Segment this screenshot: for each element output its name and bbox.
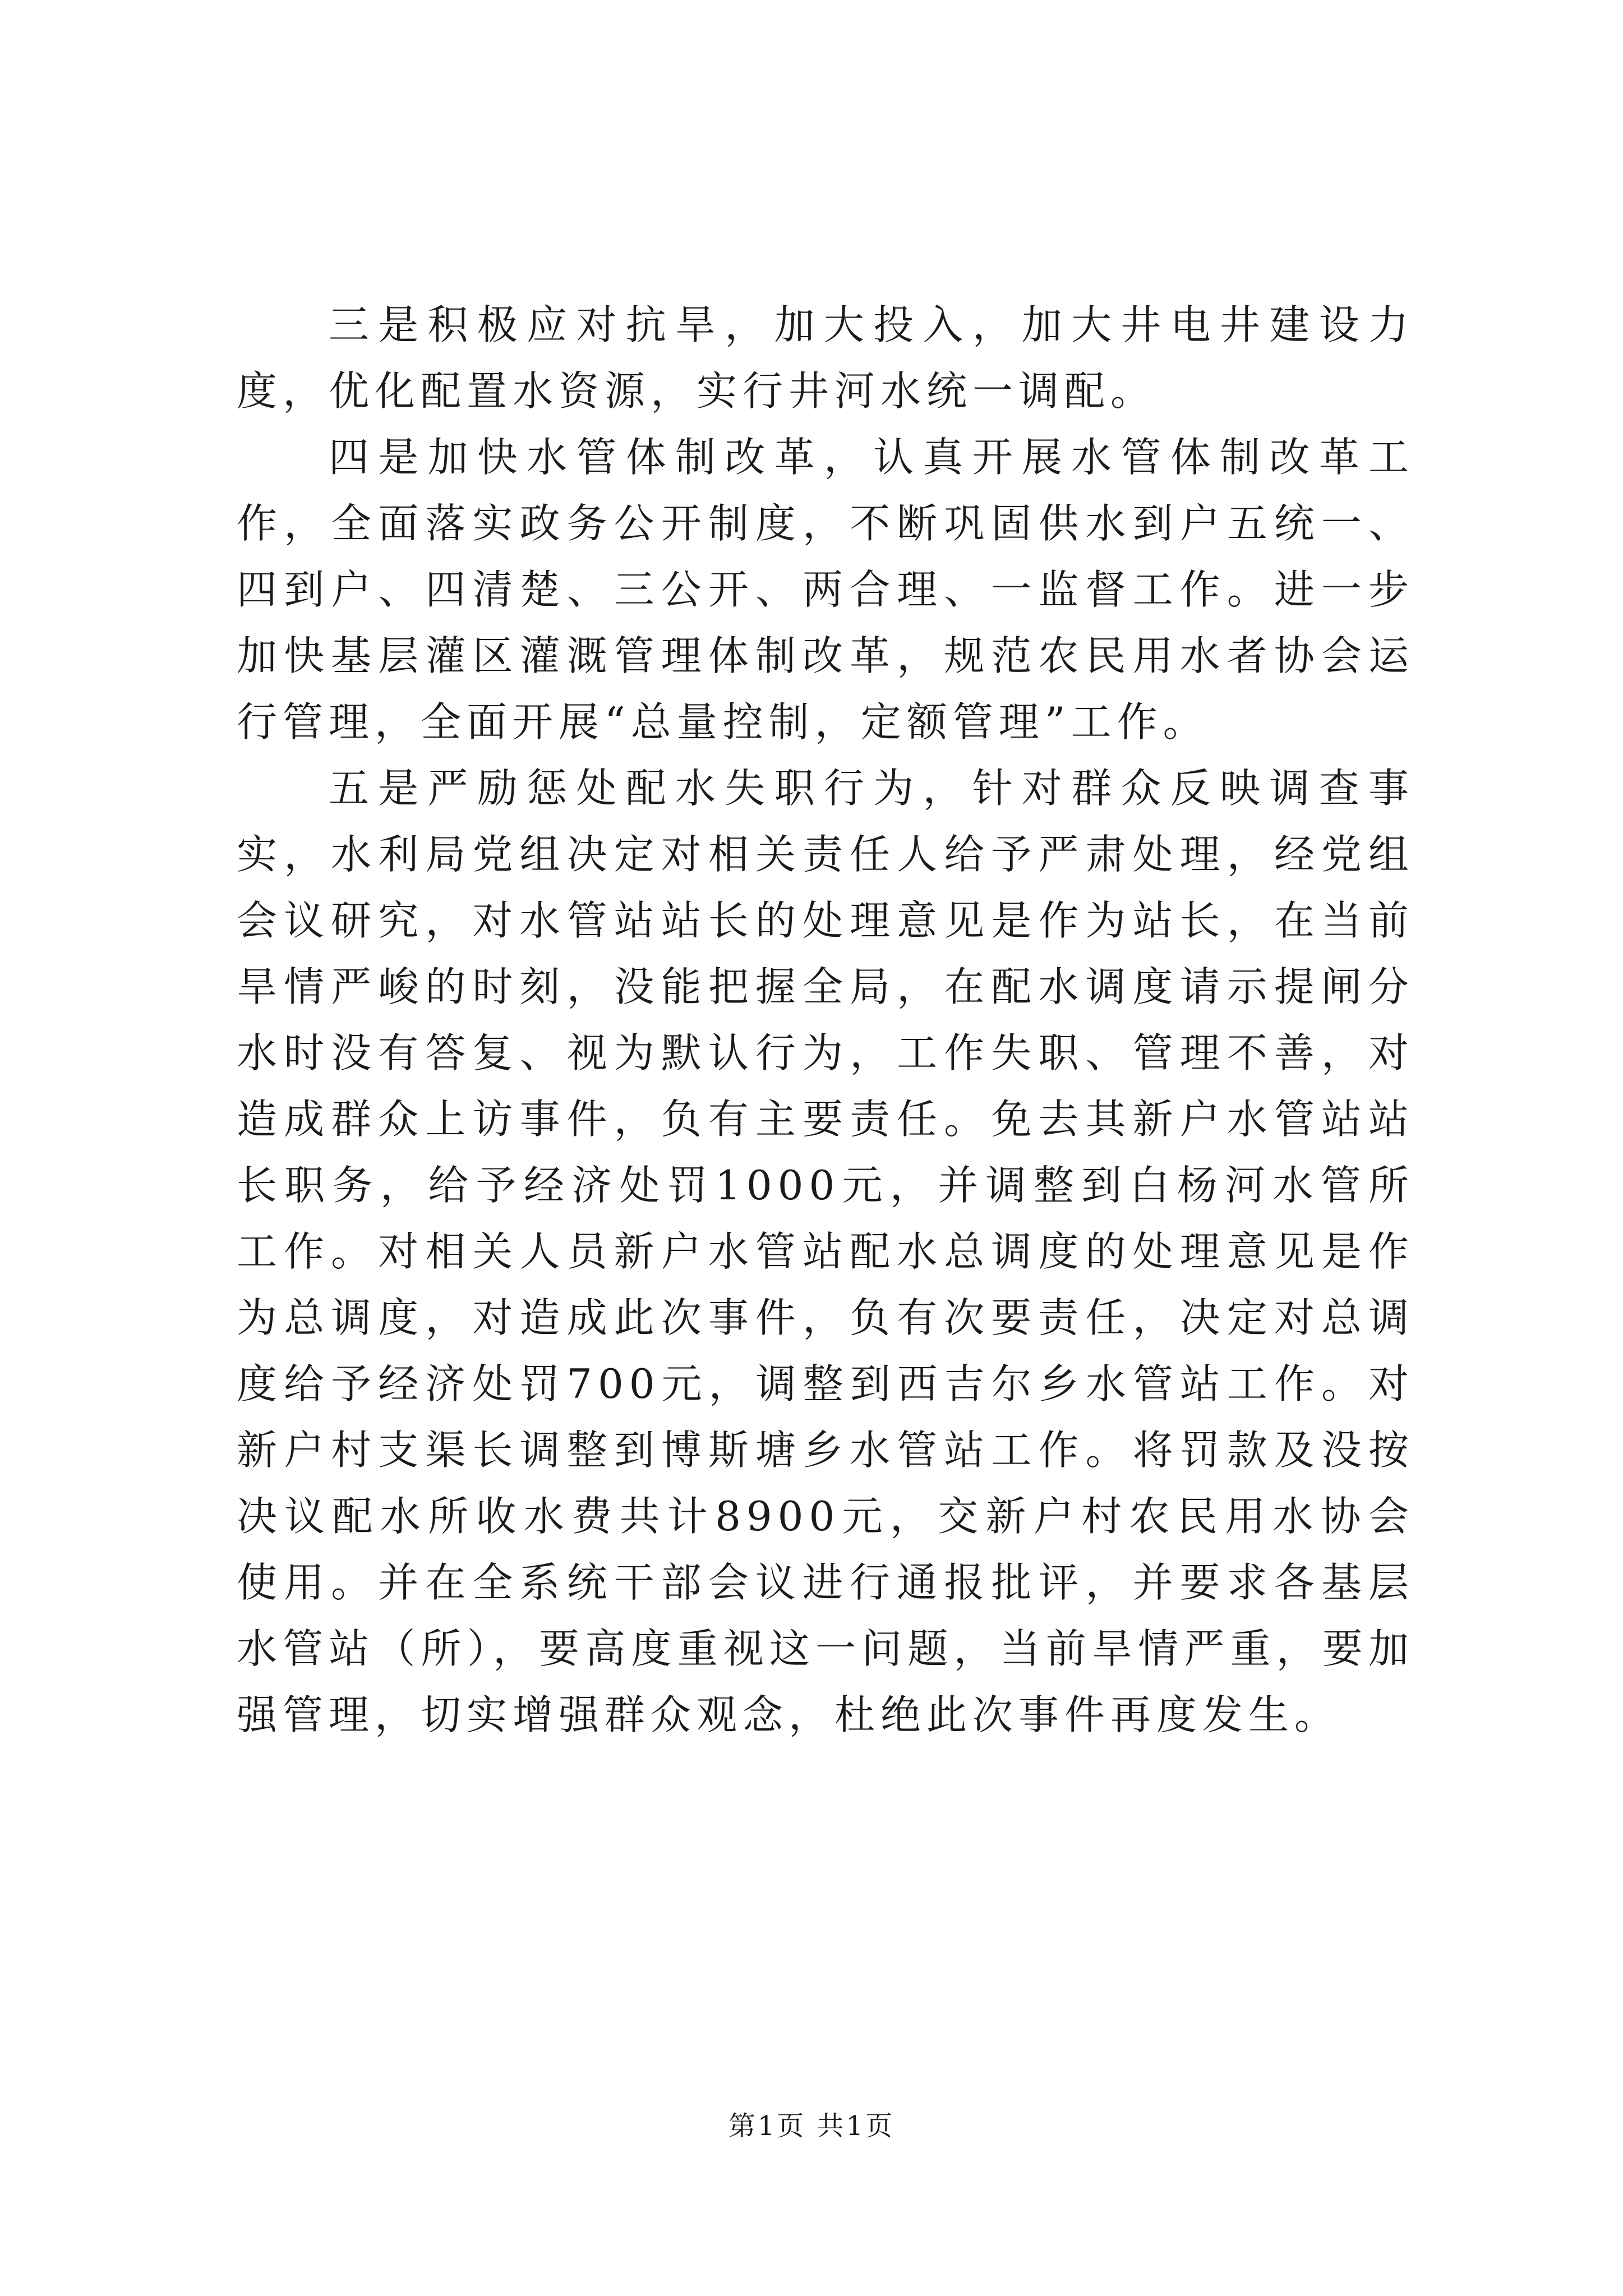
- document-body: [237, 292, 1414, 1748]
- page-footer: 第1页 共1页: [728, 2110, 895, 2142]
- paragraph-measure-4: 四是加快水管体制改革，认真开展水管体制改革工作，全面落实政务公开制度，不断巩固供水到户五统一、四到户、四清楚、三公开、两合理、一监督工作。进一步加快基层灌区灌溉管理体制改革，规范农民用水者协会运行管理，全面开展“总量控制，定额管理”工作。: [237, 434, 1414, 746]
- paragraph-measure-5: 五是严励惩处配水失职行为，针对群众反映调查事实，水利局党组决定对相关责任人给予严肃处理，经党组会议研究，对水管站站长的处理意见是作为站长，在当前旱情严峻的时刻，没能把握全局，在配水调度请示提闸分水时没有答复、视为默认行为，工作失职、管理不善，对造成群众上访事件，负有主要责任。免去其新户水管站站长职务，给予经济处罚1000元，并调整到白杨河水管所工作。对相关人员新户水管站配水总调度的处理意见是作为总调度，对造成此次事件，负有次要责任，决定对总调度给予经济处罚700元，调整到西吉尔乡水管站工作。对新户村支渠长调整到博斯塘乡水管站工作。将罚款及没按决议配水所收水费共计8900元，交新户村农民用水协会使用。并在全系统干部会议进行通报批评，并要求各基层水管站（所），要高度重视这一问题，当前旱情严重，要加强管理，切实增强群众观念，杜绝此次事件再度发生。: [237, 765, 1414, 1738]
- paragraph-measure-3: 三是积极应对抗旱，加大投入，加大井电井建设力度，优化配置水资源，实行井河水统一调配。: [237, 301, 1414, 415]
